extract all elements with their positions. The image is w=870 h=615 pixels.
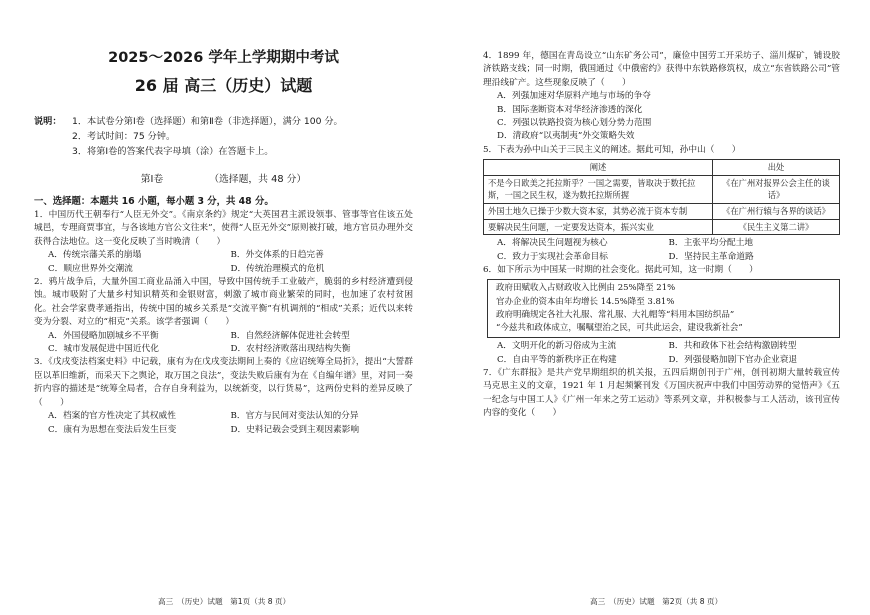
- option-a: A．外国侵略加剧城乡不平衡: [48, 330, 159, 341]
- option-d: D．列强侵略加剧下官办企业衰退: [668, 354, 798, 365]
- question-5: [483, 144, 840, 264]
- option-b: B．主张平均分配土地: [668, 238, 754, 249]
- section-desc: （选择题，共 48 分）: [209, 174, 307, 185]
- option-d: D．坚持民主革命道路: [668, 251, 754, 262]
- question-stem: 4．1899 年，德国在青岛设立“山东矿务公司”，廉俭中国劳工开采坊子、淄川煤矿，铺设胶济铁路支线；同一时期，俄国通过《中俄密约》获得中东铁路修筑权，成立“东省铁路公司”管理沿线矿产。这些现象反映了（ ）: [483, 51, 840, 88]
- option-c: C．康有为思想在变法后发生巨变: [48, 424, 177, 435]
- question-stem: 7．《广东群报》是共产党早期组织的机关报，五四后期创刊于广州，创刊初期大量转载宣传马克思主义的文章，1921 年 1 月起频繁刊发《万国庆祝声中我们中国劳动界的觉悟声》《五一纪念与中国工人》《广州一年来之劳工运动》等系列文章，并积极参与工人活动，该刊宣传内容的变化（ ）: [483, 368, 840, 419]
- table-cell: 要解决民生问题，一定要发达资本，振兴实业: [484, 219, 713, 235]
- question-7: [483, 367, 840, 421]
- option-a: A．将解决民生问题视为核心: [497, 238, 608, 249]
- option-a: A．档案的官方性决定了其权威性: [48, 411, 176, 422]
- instruction-item: 3．将第Ⅰ卷的答案代表字母填（涂）在答题卡上。: [72, 146, 274, 157]
- question-stem: 1．中国历代王朝奉行“人臣无外交”。《南京条约》规定“大英国君主派设领事、管事等官住该五处城邑，专理商贾事宜，与各该地方官公文往来”，使得“人臣无外交”原则被打破，地方官员办理外交获得合法地位。这一变化反映了当时晚清（ ）: [34, 210, 413, 247]
- question-1: [34, 209, 413, 276]
- section-heading: [34, 171, 413, 185]
- option-d: D．史料记载会受到主观因素影响: [230, 424, 360, 435]
- option-c: C．列强以铁路投资为核心划分势力范围: [497, 118, 652, 129]
- material-line: “今兹共和政体成立，嘱嘱望治之民，可共此运会，建设我新社会”: [496, 323, 743, 334]
- table-cell: 外国土地久已操于少数大资本家，其势必流于资本专制: [484, 204, 713, 220]
- table-row: [484, 204, 840, 220]
- option-c: C．致力于实现社会革命目标: [497, 251, 608, 262]
- options: [34, 410, 413, 437]
- table-cell: 《在广州行辕与各界的谈话》: [713, 204, 840, 220]
- option-c: C．城市发展促进中国近代化: [48, 344, 159, 355]
- part-heading: 一、选择题：本题共 16 小题，每小题 3 分，共 48 分。: [34, 196, 274, 207]
- option-a: A．传统宗藩关系的崩塌: [48, 250, 142, 261]
- material-line: 官办企业的资本由年均增长 14.5%降至 3.81%: [496, 296, 675, 307]
- material-line: 政府明确规定各社大礼服、常礼服、大礼帽等“料用本国纺织品”: [496, 309, 735, 320]
- question-3: [34, 356, 413, 436]
- option-b: B．共和政体下社会结构激剧转型: [668, 341, 797, 352]
- option-d: D．农村经济败落出现结构失衡: [230, 344, 351, 355]
- section-name: 第Ⅰ卷: [140, 174, 164, 185]
- table-cell: 《民生主义第二讲》: [713, 219, 840, 235]
- question-2: [34, 276, 413, 356]
- statement-table: [483, 159, 840, 235]
- table-cell: 《在广州对报界公会主任的谈话》: [713, 175, 840, 203]
- option-c: C．自由平等的新秩序正在构建: [497, 354, 617, 365]
- exam-subtitle: 26 届 高三（历史）试题: [134, 76, 313, 95]
- question-stem: 3．《戊戌变法档案史料》中记载，康有为在戊戌变法期间上奏的《应诏统筹全局折》，提出“大誓群臣以革旧维新，而采天下之舆论，取万国之良法”，变法失败后康有为在《自编年谱》里，对同一奏折内容的描述是“统筹全局者，合存自身利益为，以统新变，以行货易”，这两份史料的差异反映了（ ）: [34, 357, 413, 408]
- options: [483, 237, 840, 264]
- options: [34, 330, 413, 357]
- table-header: 阐述: [484, 160, 713, 176]
- question-4: [483, 50, 840, 144]
- option-b: B．国际垄断资本对华经济渗透的深化: [497, 104, 643, 115]
- material-line: 政府田赋收入占财政收入比例由 25%降至 21%: [496, 283, 676, 294]
- question-stem: 2．鸦片战争后，大量外国工商业品涌入中国，导致中国传统手工业破产，脆弱的乡村经济遭到侵蚀。城市吸附了大量乡村知识精英和金银财富，刺激了城市商业繁荣的同时，也加速了农村贫困化。社会学家费孝通指出，传统中国的城乡关系是“交流平衡”有机调剂的“相成”关系；近代以来转变为分裂、对立的“相克”关系。该学者强调（ ）: [34, 277, 413, 328]
- page-footer-right: 高三 （历史）试题 第2页（共 8 页）: [590, 597, 723, 606]
- page-footer-left: 高三 （历史）试题 第1页（共 8 页）: [158, 597, 291, 606]
- instructions: [34, 114, 413, 159]
- page-2: [435, 0, 870, 615]
- question-6: [483, 264, 840, 367]
- option-c: C．顺应世界外交潮流: [48, 263, 133, 274]
- options: [483, 90, 840, 144]
- instructions-label: 说明：: [34, 116, 62, 127]
- instruction-item: 1．本试卷分第Ⅰ卷（选择题）和第Ⅱ卷（非选择题），满分 100 分。: [72, 116, 343, 127]
- material-box: [487, 279, 840, 338]
- question-stem: 5．下表为孙中山关于三民主义的阐述。据此可知，孙中山（ ）: [483, 144, 741, 155]
- options: [34, 249, 413, 276]
- table-row: [484, 219, 840, 235]
- exam-title: 2025～2026 学年上学期期中考试: [108, 50, 339, 66]
- options: [483, 340, 840, 367]
- option-a: A．列强加速对华原料产地与市场的争夺: [497, 91, 651, 102]
- option-a: A．文明开化的新习俗成为主流: [497, 341, 617, 352]
- option-d: D．传统治理模式的危机: [230, 263, 325, 274]
- option-b: B．自然经济解体促进社会转型: [230, 330, 350, 341]
- option-b: B．外交体系的日趋完善: [230, 250, 324, 261]
- table-header: 出处: [713, 160, 840, 176]
- question-stem: 6．如下所示为中国某一时期的社会变化。据此可知，这一时期（ ）: [483, 265, 758, 276]
- table-cell: 不是今日欧美之托拉斯乎？一国之需要，皆取决于数托拉斯，一国之民生权，遂为数托拉斯所握: [484, 175, 713, 203]
- instruction-item: 2．考试时间：75 分钟。: [72, 131, 176, 142]
- table-row: [484, 175, 840, 203]
- option-b: B．官方与民间对变法认知的分异: [230, 411, 359, 422]
- option-d: D．清政府“以夷制夷”外交策略失效: [497, 131, 635, 142]
